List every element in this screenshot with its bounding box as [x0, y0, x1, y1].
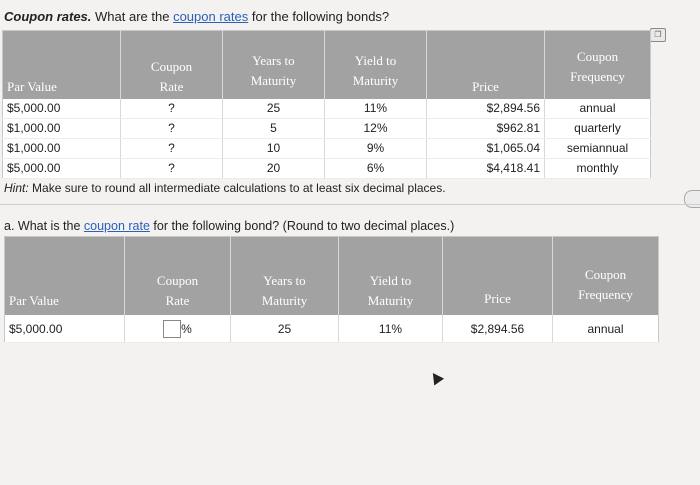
- hint-text: [4, 181, 446, 195]
- cell-ytm: 11%: [325, 99, 427, 119]
- cell-ytm: 12%: [325, 119, 427, 139]
- header-years-to-maturity: Years to Maturity: [231, 237, 339, 316]
- question-title-pre: What are the: [91, 9, 174, 24]
- cell-frequency: quarterly: [545, 119, 651, 139]
- header-coupon-rate: Coupon Rate: [121, 31, 223, 100]
- question-title-post: for the following bonds?: [248, 9, 390, 24]
- cell-par-value: $1,000.00: [3, 119, 121, 139]
- cell-years: 20: [223, 159, 325, 179]
- header-coupon-rate: Coupon Rate: [125, 237, 231, 316]
- cell-coupon-rate: ?: [121, 139, 223, 159]
- coupon-rate-input[interactable]: [163, 320, 181, 338]
- hint-body: Make sure to round all intermediate calculations to at least six decimal places.: [28, 181, 446, 195]
- cell-ytm: 11%: [339, 315, 443, 342]
- bonds-table-header: [3, 31, 651, 100]
- cell-coupon-rate: ?: [121, 119, 223, 139]
- table-row: [3, 99, 651, 119]
- cell-price: $1,065.04: [427, 139, 545, 159]
- cell-coupon-rate: ?: [121, 99, 223, 119]
- cell-frequency: monthly: [545, 159, 651, 179]
- cell-price: $962.81: [427, 119, 545, 139]
- cell-years: 25: [223, 99, 325, 119]
- cell-years: 10: [223, 139, 325, 159]
- part-a-pre: a. What is the: [4, 219, 84, 233]
- cell-par-value: $5,000.00: [5, 315, 125, 342]
- cell-coupon-rate: [125, 315, 231, 342]
- cell-par-value: $5,000.00: [3, 99, 121, 119]
- table-row: [3, 139, 651, 159]
- hint-label: Hint:: [4, 181, 29, 195]
- side-panel-handle[interactable]: [684, 190, 700, 208]
- coupon-rate-link[interactable]: coupon rate: [83, 219, 150, 233]
- cell-years: 5: [223, 119, 325, 139]
- table-row: [3, 119, 651, 139]
- question-title-bold: Coupon rates.: [4, 9, 92, 24]
- header-yield-to-maturity: Yield to Maturity: [325, 31, 427, 100]
- mouse-cursor-icon: [428, 370, 444, 386]
- cell-frequency: annual: [545, 99, 651, 119]
- header-yield-to-maturity: Yield to Maturity: [339, 237, 443, 316]
- answer-table-header: [5, 237, 659, 316]
- cell-frequency: semiannual: [545, 139, 651, 159]
- cell-price: $2,894.56: [443, 315, 553, 342]
- cell-ytm: 6%: [325, 159, 427, 179]
- bonds-table: [2, 30, 651, 179]
- coupon-rates-link[interactable]: coupon rates: [173, 9, 249, 24]
- header-price: Price: [427, 31, 545, 100]
- header-coupon-frequency: Coupon Frequency: [545, 31, 651, 100]
- cell-frequency: annual: [553, 315, 659, 342]
- answer-table: [4, 236, 659, 343]
- cell-par-value: $5,000.00: [3, 159, 121, 179]
- cell-coupon-rate: ?: [121, 159, 223, 179]
- table-row: [5, 315, 659, 342]
- table-row: [3, 159, 651, 179]
- header-years-to-maturity: Years to Maturity: [223, 31, 325, 100]
- question-title: [4, 9, 389, 24]
- header-par-value: Par Value: [5, 237, 125, 316]
- header-par-value: Par Value: [3, 31, 121, 100]
- cell-years: 25: [231, 315, 339, 342]
- cell-par-value: $1,000.00: [3, 139, 121, 159]
- section-divider: [0, 204, 700, 205]
- header-coupon-frequency: Coupon Frequency: [553, 237, 659, 316]
- part-a-post: for the following bond? (Round to two decimal places.): [149, 219, 455, 233]
- cell-price: $4,418.41: [427, 159, 545, 179]
- percent-unit: %: [181, 321, 192, 336]
- header-price: Price: [443, 237, 553, 316]
- part-a-question: [4, 219, 454, 233]
- cell-ytm: 9%: [325, 139, 427, 159]
- cell-price: $2,894.56: [427, 99, 545, 119]
- copy-table-icon[interactable]: ❐: [650, 28, 666, 42]
